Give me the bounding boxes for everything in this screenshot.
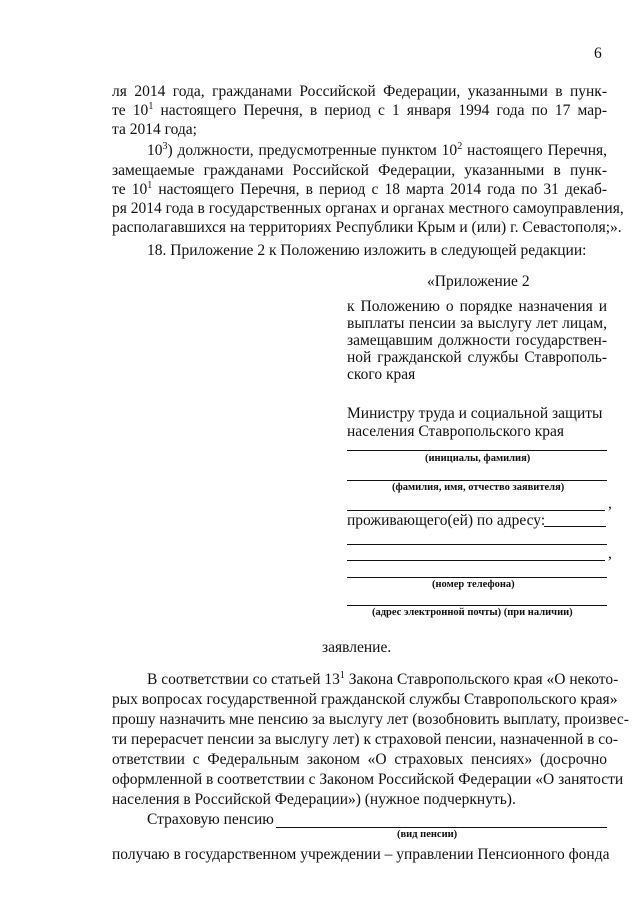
paragraph-line: $10^3$) должности, предусмотренные пунктом $10^2$ настоящего Перечня,: [147, 140, 608, 159]
caption-pension-type: (вид пенсии): [397, 829, 458, 840]
body-line: прошу назначить мне пенсию за выслугу лет (возобновить выплату, произвес-: [112, 711, 629, 728]
blank-line: [347, 605, 607, 606]
comma: ,: [608, 495, 612, 512]
addressee-line: Министру труда и социальной защиты: [347, 405, 603, 422]
blank-line: [347, 480, 607, 481]
paragraph-line: замещаемые гражданами Российской Федерации, указанными в пунк-: [112, 162, 607, 179]
statement-title: заявление.: [322, 639, 392, 656]
paragraph-line: ля 2014 года, гражданами Российской Федерации, указанными в пунк-: [112, 83, 607, 100]
body-line: получаю в государственном учреждении – управлении Пенсионного фонда: [112, 846, 610, 863]
paragraph-line: та 2014 года;: [112, 121, 197, 138]
caption-email: (адрес электронной почты) (при наличии): [372, 607, 573, 618]
appendix-subtitle-line: выплаты пенсии за выслугу лет лицам,: [347, 315, 607, 332]
page-number: 6: [594, 45, 602, 62]
blank-line: [347, 577, 607, 578]
body-line: рых вопросах государственной гражданской службы Ставропольского края»: [112, 691, 618, 708]
paragraph-line: те $10^1$ настоящего Перечня, в период с 18 марта 2014 года по 31 декаб-: [112, 179, 607, 198]
appendix-subtitle-line: замещавшим должности государствен-: [347, 332, 607, 349]
caption-applicant: (фамилия, имя, отчество заявителя): [392, 482, 565, 493]
appendix-subtitle-line: ной гражданской службы Ставрополь-: [347, 349, 607, 366]
appendix-subtitle-line: ского края: [347, 366, 416, 383]
paragraph-line: располагавшихся на территориях Республики Крым и (или) г. Севастополя;».: [112, 219, 622, 236]
comma: ,: [608, 545, 612, 562]
blank-line: [347, 544, 607, 545]
body-line: оформленной в соответствии с Законом Российской Федерации «О занятости: [112, 771, 624, 788]
blank-line: [544, 526, 606, 527]
appendix-subtitle-line: к Положению о порядке назначения и: [347, 298, 607, 315]
blank-line: [347, 450, 607, 451]
body-line: В соответствии со статьей $13^1$ Закона Ставропольского края «О некото-: [147, 669, 619, 688]
blank-line: [276, 827, 607, 828]
addressee-line: населения Ставропольского края: [347, 423, 565, 440]
item-18: 18. Приложение 2 к Положению изложить в следующей редакции:: [147, 242, 587, 259]
residing-label: проживающего(ей) по адресу:: [347, 512, 546, 529]
caption-initials: (инициалы, фамилия): [425, 453, 531, 464]
paragraph-line: ря 2014 года в государственных органах и органах местного самоуправления,: [112, 200, 624, 217]
blank-line: [347, 560, 605, 561]
appendix-title: «Приложение 2: [427, 273, 530, 290]
insurance-label: Страховую пенсию: [147, 811, 274, 828]
paragraph-line: те $10^1$ настоящего Перечня, в период с 1 января 1994 года по 17 мар-: [112, 100, 608, 119]
body-line: ти перерасчет пенсии за выслугу лет) к страховой пенсии, назначенной в со-: [112, 731, 619, 748]
body-line: населения в Российской Федерации») (нужное подчеркнуть).: [112, 791, 516, 808]
caption-phone: (номер телефона): [432, 579, 515, 590]
body-line: ответствии с Федеральным законом «О страховых пенсиях» (досрочно: [112, 751, 607, 768]
